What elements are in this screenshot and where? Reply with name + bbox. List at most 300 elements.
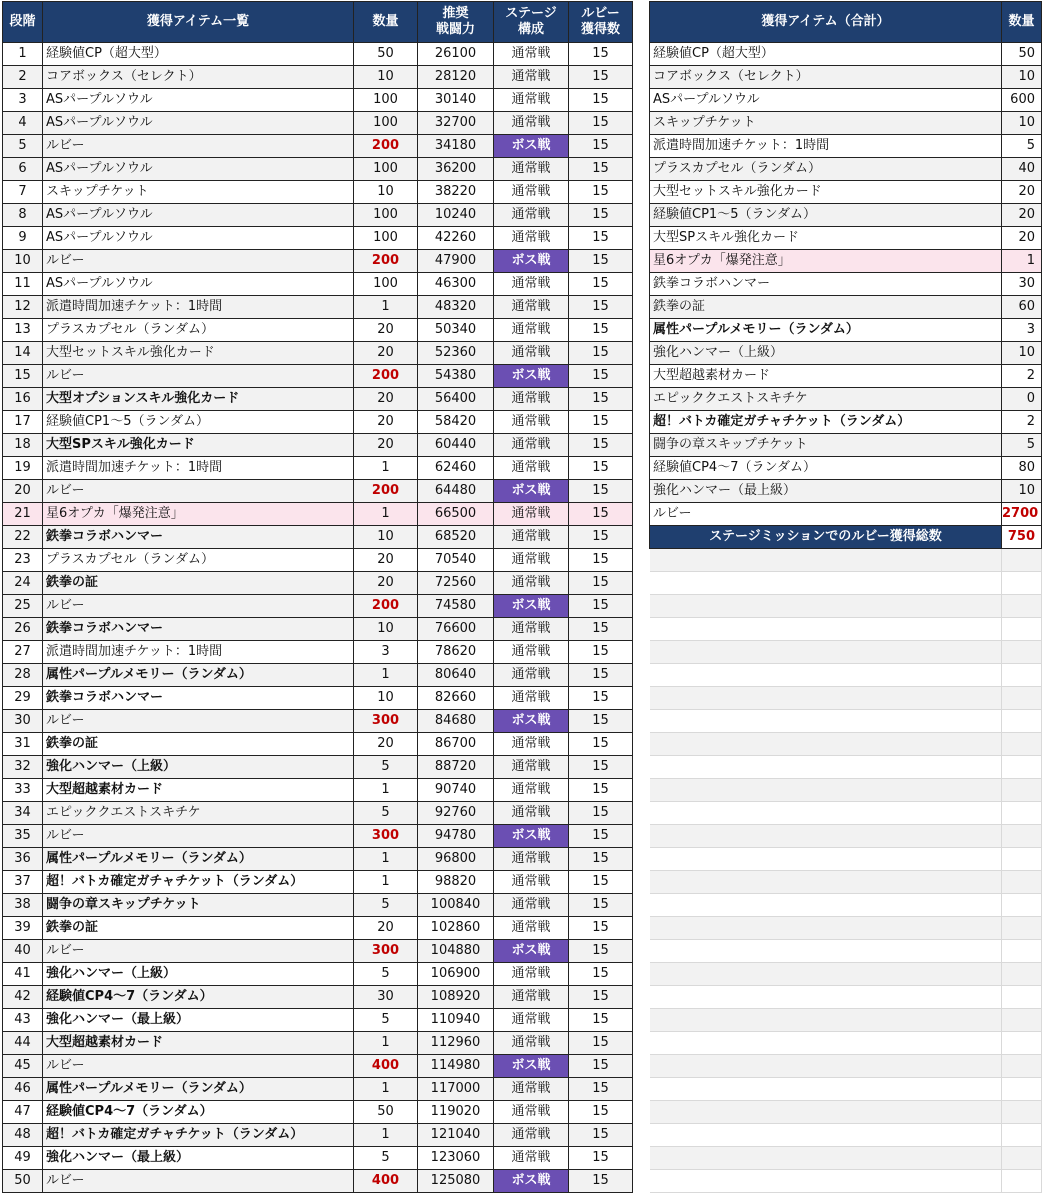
quantity-cell: 1 [354, 848, 418, 871]
table-row [3, 1032, 633, 1055]
stage-number-cell: 18 [3, 434, 43, 457]
stage-number-cell: 36 [3, 848, 43, 871]
item-name-cell: 派遣時間加速チケット：1時間 [43, 457, 354, 480]
ruby-earned-cell: 15 [569, 917, 633, 940]
quantity-cell: 1 [354, 296, 418, 319]
table-row [3, 894, 633, 917]
quantity-cell: 20 [354, 342, 418, 365]
ruby-earned-cell: 15 [569, 687, 633, 710]
item-name-cell: 経験値CP（超大型） [43, 43, 354, 66]
stage-number-cell: 16 [3, 388, 43, 411]
quantity-cell: 10 [354, 618, 418, 641]
power-cell: 84680 [418, 710, 494, 733]
stage-number-cell: 11 [3, 273, 43, 296]
empty-cell [650, 963, 1002, 986]
item-name-cell: 経験値CP4～7（ランダム） [43, 986, 354, 1009]
empty-cell [650, 779, 1002, 802]
header-power-line2: 戦闘力 [435, 22, 475, 37]
item-name-cell: 経験値CP1～5（ランダム） [43, 411, 354, 434]
total-row [650, 457, 1042, 480]
item-name-cell: ルビー [43, 1055, 354, 1078]
table-row [3, 388, 633, 411]
empty-row [650, 1032, 1042, 1055]
item-name-cell: 闘争の章スキップチケット [43, 894, 354, 917]
empty-row [650, 963, 1042, 986]
ruby-earned-cell: 15 [569, 641, 633, 664]
total-quantity-cell: 600 [1002, 89, 1042, 112]
quantity-cell: 5 [354, 1009, 418, 1032]
empty-cell [1002, 1009, 1042, 1032]
quantity-cell: 1 [354, 503, 418, 526]
power-cell: 121040 [418, 1124, 494, 1147]
ruby-earned-cell: 15 [569, 733, 633, 756]
total-quantity-cell: 2 [1002, 365, 1042, 388]
item-name-cell: 大型オプションスキル強化カード [43, 388, 354, 411]
quantity-cell: 400 [354, 1170, 418, 1193]
item-name-cell: 派遣時間加速チケット：1時間 [43, 296, 354, 319]
empty-cell [1002, 917, 1042, 940]
table-row [3, 434, 633, 457]
total-quantity-cell: 60 [1002, 296, 1042, 319]
stage-number-cell: 14 [3, 342, 43, 365]
power-cell: 46300 [418, 273, 494, 296]
empty-cell [1002, 779, 1042, 802]
total-quantity-cell: 0 [1002, 388, 1042, 411]
stage-type-cell: 通常戦 [494, 779, 569, 802]
table-row [3, 917, 633, 940]
stage-type-cell: 通常戦 [494, 1032, 569, 1055]
table-row [3, 1124, 633, 1147]
empty-row [650, 802, 1042, 825]
total-quantity-cell: 10 [1002, 112, 1042, 135]
power-cell: 38220 [418, 181, 494, 204]
power-cell: 123060 [418, 1147, 494, 1170]
empty-row [650, 618, 1042, 641]
empty-row [650, 1055, 1042, 1078]
total-item-cell: 大型セットスキル強化カード [650, 181, 1002, 204]
quantity-cell: 20 [354, 549, 418, 572]
stage-number-cell: 22 [3, 526, 43, 549]
stage-type-cell: 通常戦 [494, 549, 569, 572]
total-quantity-cell: 5 [1002, 434, 1042, 457]
empty-cell [650, 641, 1002, 664]
stage-type-cell: 通常戦 [494, 986, 569, 1009]
item-name-cell: 強化ハンマー（上級） [43, 756, 354, 779]
total-row [650, 89, 1042, 112]
quantity-cell: 50 [354, 43, 418, 66]
header-quantity: 数量 [354, 2, 418, 43]
stage-number-cell: 44 [3, 1032, 43, 1055]
quantity-cell: 1 [354, 1078, 418, 1101]
ruby-earned-cell: 15 [569, 457, 633, 480]
stage-number-cell: 1 [3, 43, 43, 66]
total-row [650, 503, 1042, 526]
item-name-cell: ルビー [43, 135, 354, 158]
quantity-cell: 300 [354, 940, 418, 963]
ruby-earned-cell: 15 [569, 112, 633, 135]
stage-number-cell: 32 [3, 756, 43, 779]
empty-cell [650, 894, 1002, 917]
table-row [3, 641, 633, 664]
empty-cell [1002, 894, 1042, 917]
stage-type-cell: ボス戦 [494, 825, 569, 848]
item-name-cell: ルビー [43, 710, 354, 733]
ruby-earned-cell: 15 [569, 871, 633, 894]
empty-cell [650, 1009, 1002, 1032]
total-item-cell: 経験値CP（超大型） [650, 43, 1002, 66]
power-cell: 52360 [418, 342, 494, 365]
table-row [3, 1170, 633, 1193]
table-row [3, 181, 633, 204]
quantity-cell: 20 [354, 733, 418, 756]
ruby-earned-cell: 15 [569, 1009, 633, 1032]
item-name-cell: コアボックス（セレクト） [43, 66, 354, 89]
item-name-cell: 大型超越素材カード [43, 779, 354, 802]
quantity-cell: 1 [354, 871, 418, 894]
table-row [3, 112, 633, 135]
stage-number-cell: 45 [3, 1055, 43, 1078]
empty-cell [650, 618, 1002, 641]
ruby-earned-cell: 15 [569, 1055, 633, 1078]
item-name-cell: ASパープルソウル [43, 158, 354, 181]
quantity-cell: 100 [354, 158, 418, 181]
stage-type-cell: 通常戦 [494, 802, 569, 825]
empty-row [650, 1009, 1042, 1032]
power-cell: 62460 [418, 457, 494, 480]
empty-cell [1002, 1032, 1042, 1055]
stage-number-cell: 8 [3, 204, 43, 227]
empty-cell [1002, 940, 1042, 963]
stage-type-cell: 通常戦 [494, 641, 569, 664]
power-cell: 64480 [418, 480, 494, 503]
ruby-earned-cell: 15 [569, 549, 633, 572]
quantity-cell: 20 [354, 411, 418, 434]
item-name-cell: エピッククエストスキチケ [43, 802, 354, 825]
table-row [3, 986, 633, 1009]
item-name-cell: 強化ハンマー（最上級） [43, 1147, 354, 1170]
item-name-cell: 鉄拳の証 [43, 733, 354, 756]
empty-cell [650, 664, 1002, 687]
total-quantity-cell: 40 [1002, 158, 1042, 181]
stage-type-cell: 通常戦 [494, 848, 569, 871]
item-name-cell: ルビー [43, 825, 354, 848]
quantity-cell: 100 [354, 227, 418, 250]
ruby-earned-cell: 15 [569, 66, 633, 89]
empty-cell [650, 756, 1002, 779]
stage-number-cell: 46 [3, 1078, 43, 1101]
total-row [650, 43, 1042, 66]
stage-type-cell: 通常戦 [494, 158, 569, 181]
stage-number-cell: 7 [3, 181, 43, 204]
stage-number-cell: 43 [3, 1009, 43, 1032]
ruby-earned-cell: 15 [569, 986, 633, 1009]
empty-cell [650, 986, 1002, 1009]
table-row [3, 89, 633, 112]
header-ruby-line1: ルビー [581, 6, 620, 21]
power-cell: 94780 [418, 825, 494, 848]
table-row [3, 1101, 633, 1124]
total-quantity-cell: 2 [1002, 411, 1042, 434]
empty-cell [650, 1078, 1002, 1101]
total-quantity-cell: 10 [1002, 480, 1042, 503]
stage-number-cell: 41 [3, 963, 43, 986]
stage-number-cell: 47 [3, 1101, 43, 1124]
stage-type-cell: 通常戦 [494, 89, 569, 112]
table-row [3, 273, 633, 296]
quantity-cell: 200 [354, 250, 418, 273]
empty-cell [1002, 664, 1042, 687]
ruby-earned-cell: 15 [569, 779, 633, 802]
ruby-earned-cell: 15 [569, 365, 633, 388]
power-cell: 102860 [418, 917, 494, 940]
power-cell: 90740 [418, 779, 494, 802]
ruby-earned-cell: 15 [569, 135, 633, 158]
table-row [3, 871, 633, 894]
empty-row [650, 1170, 1042, 1193]
stage-type-cell: 通常戦 [494, 43, 569, 66]
header-ruby-earned [569, 2, 633, 43]
quantity-cell: 20 [354, 917, 418, 940]
power-cell: 26100 [418, 43, 494, 66]
stage-type-cell: 通常戦 [494, 1101, 569, 1124]
empty-row [650, 940, 1042, 963]
empty-cell [650, 1147, 1002, 1170]
item-name-cell: 派遣時間加速チケット：1時間 [43, 641, 354, 664]
ruby-earned-cell: 15 [569, 595, 633, 618]
item-name-cell: ASパープルソウル [43, 89, 354, 112]
power-cell: 32700 [418, 112, 494, 135]
empty-row [650, 595, 1042, 618]
empty-row [650, 986, 1042, 1009]
item-name-cell: 鉄拳の証 [43, 572, 354, 595]
power-cell: 82660 [418, 687, 494, 710]
item-name-cell: ルビー [43, 1170, 354, 1193]
quantity-cell: 20 [354, 434, 418, 457]
power-cell: 34180 [418, 135, 494, 158]
header-stage-composition [494, 2, 569, 43]
table-row [3, 802, 633, 825]
power-cell: 117000 [418, 1078, 494, 1101]
stage-type-cell: 通常戦 [494, 756, 569, 779]
power-cell: 74580 [418, 595, 494, 618]
table-row [3, 503, 633, 526]
stage-number-cell: 24 [3, 572, 43, 595]
total-item-cell: 鉄拳コラボハンマー [650, 273, 1002, 296]
empty-cell [650, 1101, 1002, 1124]
empty-cell [650, 710, 1002, 733]
stage-number-cell: 17 [3, 411, 43, 434]
power-cell: 30140 [418, 89, 494, 112]
item-name-cell: 経験値CP4～7（ランダム） [43, 1101, 354, 1124]
stage-number-cell: 28 [3, 664, 43, 687]
quantity-cell: 200 [354, 595, 418, 618]
item-name-cell: 鉄拳コラボハンマー [43, 618, 354, 641]
total-item-cell: 経験値CP1～5（ランダム） [650, 204, 1002, 227]
stage-number-cell: 6 [3, 158, 43, 181]
ruby-earned-cell: 15 [569, 480, 633, 503]
ruby-earned-cell: 15 [569, 1078, 633, 1101]
stage-number-cell: 20 [3, 480, 43, 503]
empty-cell [650, 1170, 1002, 1193]
empty-row [650, 710, 1042, 733]
ruby-earned-cell: 15 [569, 1032, 633, 1055]
table-row [3, 1147, 633, 1170]
stage-type-cell: 通常戦 [494, 66, 569, 89]
empty-row [650, 549, 1042, 572]
total-row [650, 204, 1042, 227]
stage-type-cell: ボス戦 [494, 135, 569, 158]
total-row [650, 296, 1042, 319]
stage-number-cell: 10 [3, 250, 43, 273]
stage-number-cell: 26 [3, 618, 43, 641]
stage-number-cell: 3 [3, 89, 43, 112]
power-cell: 80640 [418, 664, 494, 687]
total-quantity-cell: 10 [1002, 342, 1042, 365]
total-row [650, 388, 1042, 411]
total-row [650, 319, 1042, 342]
power-cell: 78620 [418, 641, 494, 664]
stage-number-cell: 34 [3, 802, 43, 825]
stage-type-cell: 通常戦 [494, 963, 569, 986]
table-row [3, 595, 633, 618]
stage-number-cell: 37 [3, 871, 43, 894]
item-name-cell: ASパープルソウル [43, 112, 354, 135]
total-row [650, 411, 1042, 434]
power-cell: 88720 [418, 756, 494, 779]
quantity-cell: 10 [354, 526, 418, 549]
table-row [3, 43, 633, 66]
total-item-cell: 属性パープルメモリー（ランダム） [650, 319, 1002, 342]
empty-cell [650, 595, 1002, 618]
stage-type-cell: 通常戦 [494, 894, 569, 917]
empty-row [650, 1078, 1042, 1101]
stage-type-cell: 通常戦 [494, 1009, 569, 1032]
stage-type-cell: 通常戦 [494, 273, 569, 296]
quantity-cell: 1 [354, 457, 418, 480]
total-item-cell: ルビー [650, 503, 1002, 526]
stage-type-cell: 通常戦 [494, 871, 569, 894]
stage-number-cell: 30 [3, 710, 43, 733]
power-cell: 114980 [418, 1055, 494, 1078]
table-row [3, 664, 633, 687]
power-cell: 60440 [418, 434, 494, 457]
stage-type-cell: ボス戦 [494, 1055, 569, 1078]
stage-number-cell: 13 [3, 319, 43, 342]
total-quantity-cell: 30 [1002, 273, 1042, 296]
ruby-earned-cell: 15 [569, 503, 633, 526]
quantity-cell: 5 [354, 894, 418, 917]
stage-number-cell: 2 [3, 66, 43, 89]
total-item-cell: 星6オプカ「爆発注意」 [650, 250, 1002, 273]
header-comp-line2: 構成 [517, 22, 544, 37]
power-cell: 70540 [418, 549, 494, 572]
item-name-cell: 鉄拳コラボハンマー [43, 526, 354, 549]
stage-number-cell: 5 [3, 135, 43, 158]
quantity-cell: 5 [354, 1147, 418, 1170]
stage-type-cell: ボス戦 [494, 710, 569, 733]
power-cell: 47900 [418, 250, 494, 273]
ruby-earned-cell: 15 [569, 756, 633, 779]
table-row [3, 296, 633, 319]
stage-type-cell: 通常戦 [494, 687, 569, 710]
header-total-quantity: 数量 [1002, 2, 1042, 43]
power-cell: 92760 [418, 802, 494, 825]
table-row [3, 319, 633, 342]
total-row [650, 181, 1042, 204]
empty-cell [1002, 825, 1042, 848]
quantity-cell: 400 [354, 1055, 418, 1078]
empty-cell [650, 733, 1002, 756]
item-name-cell: 超！バトカ確定ガチャチケット（ランダム） [43, 871, 354, 894]
total-item-cell: プラスカプセル（ランダム） [650, 158, 1002, 181]
stage-number-cell: 19 [3, 457, 43, 480]
stage-type-cell: ボス戦 [494, 365, 569, 388]
stage-type-cell: 通常戦 [494, 664, 569, 687]
ruby-earned-cell: 15 [569, 963, 633, 986]
ruby-earned-cell: 15 [569, 526, 633, 549]
table-row [3, 779, 633, 802]
table-row [3, 710, 633, 733]
ruby-earned-cell: 15 [569, 825, 633, 848]
stage-number-cell: 49 [3, 1147, 43, 1170]
empty-cell [650, 687, 1002, 710]
quantity-cell: 200 [354, 480, 418, 503]
item-name-cell: 属性パープルメモリー（ランダム） [43, 664, 354, 687]
empty-cell [1002, 1124, 1042, 1147]
stage-type-cell: 通常戦 [494, 503, 569, 526]
quantity-cell: 20 [354, 572, 418, 595]
stage-type-cell: 通常戦 [494, 1124, 569, 1147]
empty-row [650, 687, 1042, 710]
quantity-cell: 10 [354, 181, 418, 204]
ruby-earned-cell: 15 [569, 181, 633, 204]
empty-row [650, 917, 1042, 940]
power-cell: 54380 [418, 365, 494, 388]
stage-type-cell: ボス戦 [494, 480, 569, 503]
quantity-cell: 300 [354, 710, 418, 733]
ruby-earned-cell: 15 [569, 342, 633, 365]
item-name-cell: 属性パープルメモリー（ランダム） [43, 848, 354, 871]
table-row [3, 204, 633, 227]
ruby-total-summary-row [650, 526, 1042, 549]
quantity-cell: 1 [354, 1032, 418, 1055]
table-row [3, 526, 633, 549]
stage-number-cell: 4 [3, 112, 43, 135]
empty-row [650, 871, 1042, 894]
table-row [3, 365, 633, 388]
ruby-earned-cell: 15 [569, 894, 633, 917]
stage-type-cell: 通常戦 [494, 733, 569, 756]
total-quantity-cell: 80 [1002, 457, 1042, 480]
stage-number-cell: 25 [3, 595, 43, 618]
total-row [650, 480, 1042, 503]
header-ruby-line2: 獲得数 [580, 22, 620, 37]
empty-cell [1002, 1078, 1042, 1101]
empty-cell [1002, 687, 1042, 710]
power-cell: 100840 [418, 894, 494, 917]
empty-cell [1002, 641, 1042, 664]
stage-type-cell: 通常戦 [494, 112, 569, 135]
table-row [3, 963, 633, 986]
item-name-cell: ルビー [43, 365, 354, 388]
empty-cell [1002, 618, 1042, 641]
power-cell: 48320 [418, 296, 494, 319]
table-row [3, 940, 633, 963]
total-row [650, 227, 1042, 250]
power-cell: 58420 [418, 411, 494, 434]
ruby-earned-cell: 15 [569, 250, 633, 273]
stage-type-cell: 通常戦 [494, 296, 569, 319]
